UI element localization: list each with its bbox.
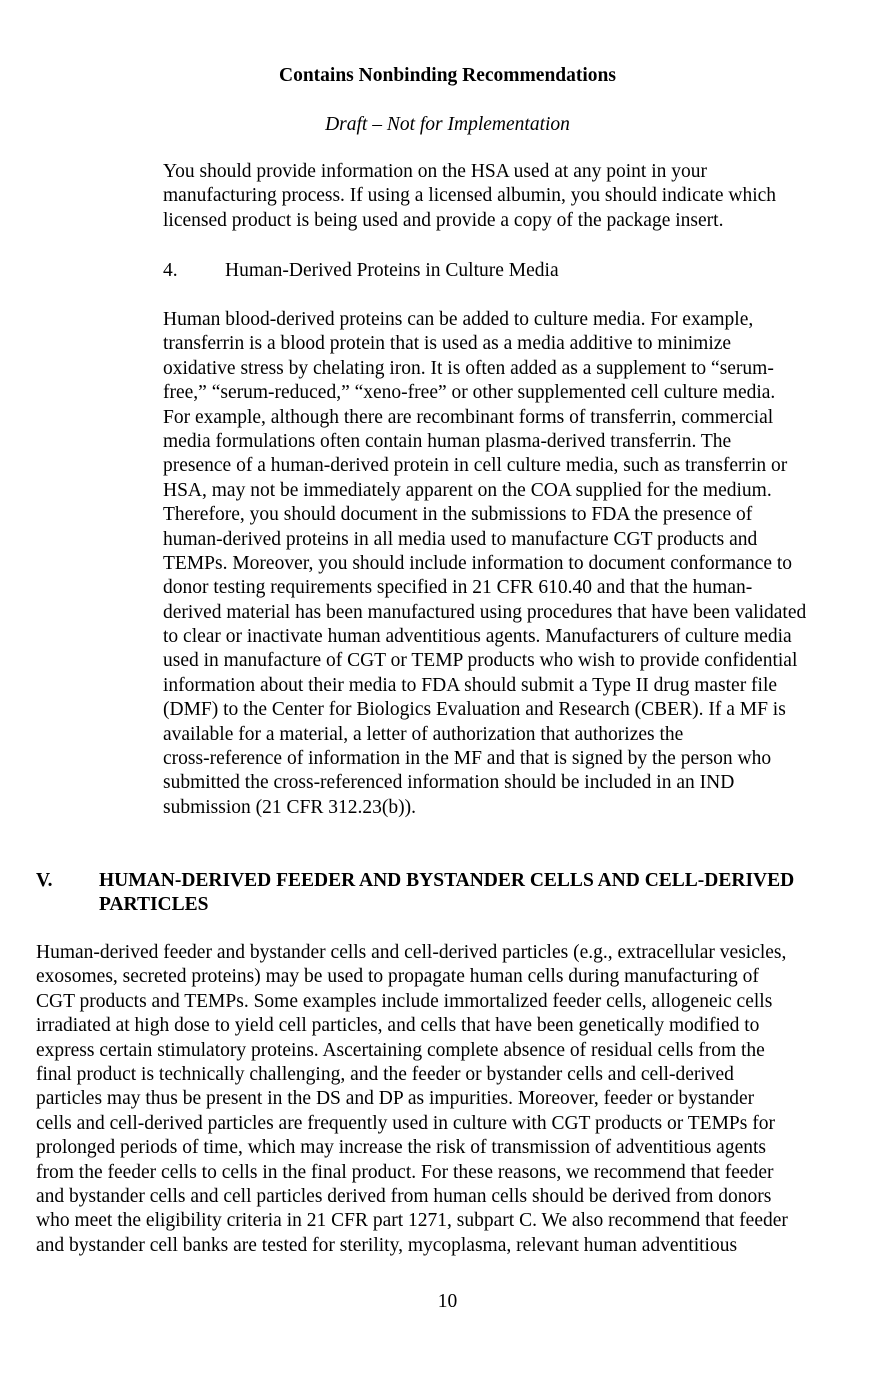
paragraph-line: available for a material, a letter of authorization that authorizes the [163, 723, 684, 745]
paragraph-line: Human blood-derived proteins can be added to culture media. For example, [163, 309, 754, 330]
paragraph-line: information about their media to FDA should submit a Type II drug master file [163, 674, 778, 696]
paragraph-line: cross-reference of information in the MF and that is signed by the person who [163, 748, 772, 770]
section-number: V. [36, 870, 53, 891]
paragraph-line: (DMF) to the Center for Biologics Evaluation and Research (CBER). If a MF is [163, 699, 786, 721]
paragraph-line: submission (21 CFR 312.23(b)). [163, 796, 416, 818]
paragraph-line: CGT products and TEMPs. Some examples include immortalized feeder cells, allogeneic cells [36, 990, 773, 1012]
paragraph-line: media formulations often contain human plasma-derived transferrin. The [163, 430, 732, 452]
paragraph-line: to clear or inactivate human adventitious agents. Manufacturers of culture media [163, 626, 792, 648]
subsection-title: Human-Derived Proteins in Culture Media [225, 260, 559, 281]
paragraph-line: oxidative stress by chelating iron. It is often added as a supplement to “serum- [163, 357, 774, 379]
paragraph-line: Human-derived feeder and bystander cells and cell-derived particles (e.g., extracellular vesicles, [36, 942, 787, 963]
paragraph-line: final product is technically challenging, and the feeder or bystander cells and cell-derived [36, 1063, 734, 1085]
section-title-line: HUMAN-DERIVED FEEDER AND BYSTANDER CELLS AND CELL-DERIVED [99, 870, 795, 891]
paragraph-line: prolonged periods of time, which may increase the risk of transmission of adventitious agents [36, 1137, 767, 1159]
paragraph-line: and bystander cell banks are tested for sterility, mycoplasma, relevant human adventitious [36, 1234, 738, 1256]
page-header-title: Contains Nonbinding Recommendations [279, 65, 616, 86]
subsection-number: 4. [163, 260, 178, 281]
paragraph-line: irradiated at high dose to yield cell particles, and cells that have been genetically modified to [36, 1015, 760, 1037]
paragraph-line: licensed product is being used and provide a copy of the package insert. [163, 209, 724, 231]
paragraph-line: who meet the eligibility criteria in 21 CFR part 1271, subpart C. We also recommend that feeder [36, 1210, 788, 1232]
paragraph-line: transferrin is a blood protein that is used as a media additive to minimize [163, 333, 732, 355]
paragraph-line: TEMPs. Moreover, you should include information to document conformance to [163, 552, 793, 574]
paragraph-line: manufacturing process. If using a licensed albumin, you should indicate which [163, 185, 777, 207]
paragraph-line: donor testing requirements specified in 21 CFR 610.40 and that the human- [163, 577, 753, 599]
section-title [99, 869, 794, 918]
paragraph-line: HSA, may not be immediately apparent on the COA supplied for the medium. [163, 479, 772, 501]
page-number: 10 [437, 1291, 458, 1312]
section-title-line: PARTICLES [99, 894, 209, 916]
paragraph-line: from the feeder cells to cells in the final product. For these reasons, we recommend that feeder [36, 1161, 774, 1183]
paragraph-line: cells and cell-derived particles are frequently used in culture with CGT products or TEMPs for [36, 1112, 775, 1134]
paragraph-line: presence of a human-derived protein in cell culture media, such as transferrin or [163, 455, 788, 477]
paragraph-line: free,” “serum-reduced,” “xeno-free” or other supplemented cell culture media. [163, 382, 776, 404]
intro-paragraph [163, 160, 776, 233]
paragraph-line: exosomes, secreted proteins) may be used to propagate human cells during manufacturing of [36, 966, 759, 988]
paragraph-line: used in manufacture of CGT or TEMP products who wish to provide confidential [163, 650, 798, 672]
paragraph-line: and bystander cells and cell particles derived from human cells should be derived from donors [36, 1185, 772, 1207]
paragraph-line: You should provide information on the HSA used at any point in your [163, 161, 707, 182]
paragraph-line: express certain stimulatory proteins. Ascertaining complete absence of residual cells from the [36, 1039, 765, 1061]
paragraph-line: For example, although there are recombinant forms of transferrin, commercial [163, 406, 774, 428]
section-paragraph [36, 941, 788, 1258]
paragraph-line: Therefore, you should document in the submissions to FDA the presence of [163, 504, 753, 526]
paragraph-line: human-derived proteins in all media used to manufacture CGT products and [163, 528, 758, 550]
paragraph-line: particles may thus be present in the DS and DP as impurities. Moreover, feeder or bystander [36, 1088, 755, 1110]
paragraph-line: submitted the cross-referenced information should be included in an IND [163, 772, 735, 794]
page-header-subtitle: Draft – Not for Implementation [325, 114, 570, 135]
paragraph-line: derived material has been manufactured using procedures that have been validated [163, 601, 807, 623]
subsection-paragraph [163, 308, 806, 820]
